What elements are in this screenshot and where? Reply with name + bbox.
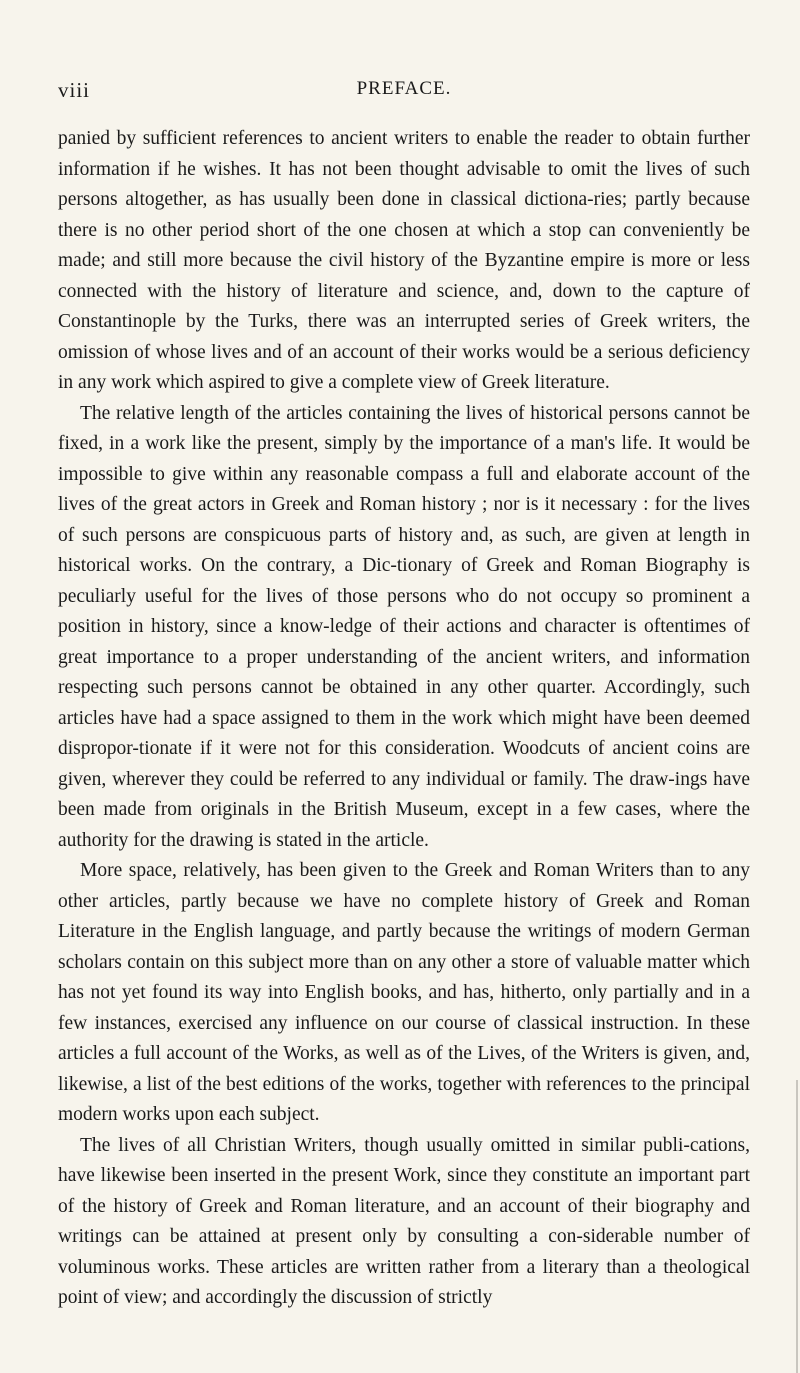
paragraph-1: panied by sufficient references to ancient writers to enable the reader to obtain further information if he wishes. It has not been thought advisable to omit the lives of such persons altogether, as has usually been done in classical dictiona-ries; partly because there is no other period short of the one chosen at which a stop can conveniently be made; and still more because the civil history of the Byzantine empire is more or less connected with the history of literature and science, and, down to the capture of Constantinople by the Turks, there was an interrupted series of Greek writers, the omission of whose lives and of an account of their works would be a serious deficiency in any work which aspired to give a complete view of Greek literature. [58, 128, 750, 393]
page-number: viii [58, 78, 91, 102]
page-edge-shadow [796, 1080, 798, 1373]
header-title: PREFACE. [356, 78, 452, 99]
paragraph-3: More space, relatively, has been given to the Greek and Roman Writers than to any other articles, partly because we have no complete history of Greek and Roman Literature in the English language, and partly because the writings of modern German scholars contain on this subject more than on any other a store of valuable matter which has not yet found its way into English books, and has, hitherto, only partially and in a few instances, exercised any influence on our course of classical instruction. In these articles a full account of the Works, as well as of the Lives, of the Writers is given, and, likewise, a list of the best editions of the works, together with references to the principal modern works upon each subject. [58, 860, 750, 1125]
body-text [58, 124, 750, 1314]
paragraph-2: The relative length of the articles containing the lives of historical persons cannot be fixed, in a work like the present, simply by the importance of a man's life. It would be impossible to give within any reasonable compass a full and elaborate account of the lives of the great actors in Greek and Roman history ; nor is it necessary : for the lives of such persons are conspicuous parts of history and, as such, are given at length in historical works. On the contrary, a Dic-tionary of Greek and Roman Biography is peculiarly useful for the lives of those persons who do not occupy so prominent a position in history, since a know-ledge of their actions and character is oftentimes of great importance to a proper understanding of the ancient writers, and information respecting such persons cannot be obtained in any other quarter. Accordingly, such articles have had a space assigned to them in the work which might have been deemed dispropor-tionate if it were not for this consideration. Woodcuts of ancient coins are given, wherever they could be referred to any individual or family. The draw-ings have been made from originals in the British Museum, except in a few cases, where the authority for the drawing is stated in the article. [58, 402, 750, 851]
paragraph-4: The lives of all Christian Writers, though usually omitted in similar publi-cations, have likewise been inserted in the present Work, since they constitute an important part of the history of Greek and Roman literature, and an account of their biography and writings can be attained at present only by consulting a con-siderable number of voluminous works. These articles are written rather from a literary than a theological point of view; and accordingly the discussion of strictly [58, 1134, 750, 1308]
running-head [58, 60, 750, 100]
